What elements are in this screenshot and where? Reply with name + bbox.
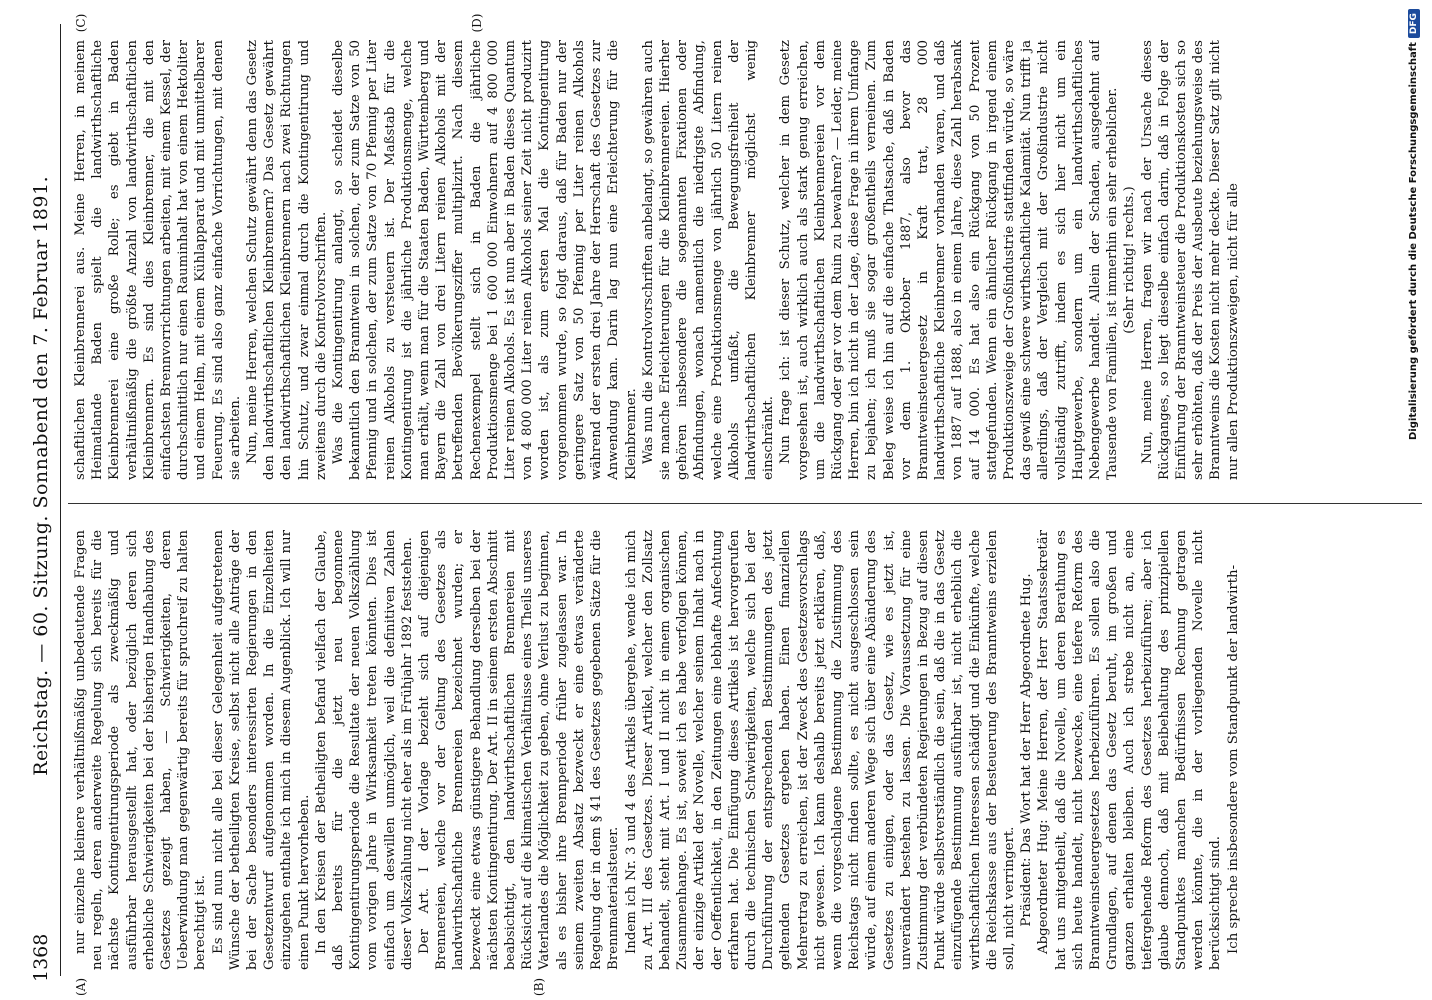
left-column-paragraph: Ich spreche insbesondere vom Standpunkt der landwirth- — [1225, 564, 1241, 954]
margin-marker-d: (D) — [470, 13, 484, 33]
header-rule — [60, 24, 61, 976]
digitization-note — [1408, 13, 1420, 440]
margin-marker-b: (B) — [532, 977, 546, 997]
left-column-paragraph: Der Art. I der Vorlage bezieht sich auf diejenigen Brennereien, welche vor der Geltung des Gesetzes als landwirthschaftliche Brennereien bezeichnet wurden; er bezweckt eine etwas günstigere Behandlung derselben bei der nächsten Kontingentirung. Der Art. II in seinem ersten Abschnitt beabsichtigt, den landwirthschaftlichen Brennereien mit Rücksicht auf die klimatischen Verhältnisse eines Theils unseres Vaterlandes die Möglichkeit zu geben, ohne Verlust zu beginnen, als es bisher ihre Brennperiode früher zugelassen war. In seinem zweiten Absatz bezweckt er eine etwas veränderte Regelung der in dem § 41 des Gesetzes gegebenen Sätze für die Brennmaterialsteuer. — [417, 530, 622, 970]
left-column-paragraph: In den Kreisen der Betheiligten befand vielfach der Glaube, daß bereits für die jetzt neu begonnene Kontingentirungsperiode die Resultate der neuen Volkszählung vom vorigen Jahre in Wirksamkeit treten könnten. Dies ist einfach um deswillen unmöglich, weil die definitiven Zahlen dieser Volkszählung nicht eher als im Frühjahr 1892 feststehen. — [313, 530, 415, 970]
left-column-paragraph: Indem ich Nr. 3 und 4 des Artikels übergehe, wende ich mich zu Art. III des Gesetzes. Dieser Artikel, welcher den Zollsatz behandelt, steht mit Art. I und II nicht in einem organischen Zusammenhange. Es ist, soweit ich es habe verfolgen können, der einzige Artikel der Novelle, welcher seinem Inhalt nach in der Oeffentlichkeit, in den Zeitungen eine lebhafte Anfechtung erfahren hat. Die Einfügung dieses Artikels ist hervorgerufen durch die technischen Schwierigkeiten, welche sich bei der Durchführung der entsprechenden Bestimmungen des jetzt geltenden Gesetzes ergeben haben. Einen finanziellen Mehrertrag zu erreichen, ist der Zweck des Gesetzesvorschlags nicht gewesen. Ich kann deshalb bereits jetzt erklären, daß, wenn die vorgeschlagene Bestimmung die Zustimmung des Reichstags nicht finden sollte, es nicht ausgeschlossen sein würde, auf einem anderen Wege sich über eine Abänderung des Gesetzes zu einigen, oder das Gesetz, wie es jetzt ist, unverändert bestehen zu lassen. Die Voraussetzung für eine Zustimmung der verbündeten Regierungen in Bezug auf diesen Punkt würde selbstverständlich die sein, daß die in das Gesetz einzufügende Bestimmung ausführbar ist, nicht erheblich die wirthschaftlichen Interessen schädigt und die Einkünfte, welche die Reichskasse aus der Besteuerung des Branntweins erzielen soll, nicht verringert. — [623, 530, 1017, 970]
dfg-logo: DFG — [1408, 9, 1420, 38]
digitization-text: Digitalisierung gefördert durch die Deutsche Forschungsgemeinschaft — [1408, 42, 1419, 440]
left-column-paragraph: nur einzelne kleinere verhältnißmäßig unbedeutende Fragen neu regeln, deren anderweite Regelung sich bereits für die nächste Kontingentirungsperiode als zweckmäßig und ausführbar herausgestellt hat, oder bezüglich deren sich erhebliche Schwierigkeiten bei der bisherigen Handhabung des Gesetzes gezeigt haben, — Schwierigkeiten, deren Ueberwindung man gegenwärtig bereits für spruchreif zu halten berechtigt ist. — [73, 530, 209, 970]
page-header — [26, 18, 56, 982]
right-column-paragraph: schaftlichen Kleinbrennerei aus. Meine Herren, in meinem Heimatlande Baden spielt die landwirthschaftliche Kleinbrennerei eine große Rolle; es giebt in Baden verhältnißmäßig die größte Anzahl von landwirthschaftlichen Kleinbrennern. Es sind dies Kleinbrenner, die mit den einfachsten Brennvorrichtungen arbeiten, mit einem Kessel, der durchschnittlich nur einen Rauminhalt hat von einem Hektoliter und einem Helm, mit einem Kühlapparat und mit unmittelbarer Feuerung. Es sind also ganz einfache Vorrichtungen, mit denen sie arbeiten. — [73, 40, 243, 480]
left-column-paragraph: Präsident: Das Wort hat der Herr Abgeordnete Hug. — [1019, 573, 1035, 927]
right-column-paragraph: (Sehr richtig! rechts.) — [1122, 186, 1138, 334]
right-column-paragraph: Nun, meine Herren, welchen Schutz gewährt denn das Gesetz den landwirthschaftlichen Kleinbrennern? Das Gesetz gewährt den landwirthschaftlichen Kleinbrennern nach zwei Richtungen hin Schutz, und zwar einmal durch die Kontingentirung und zweitens durch die Kontrolvorschriften. — [245, 40, 329, 480]
margin-marker-c: (C) — [74, 13, 88, 33]
right-column — [72, 40, 1422, 480]
right-column-paragraph: Was nun die Kontrolvorschriften anbelangt, so gewähren auch sie manche Erleichterungen für die Kleinbrennereien. Hierher gehören insbesondere die sogenannten Fixationen oder Abfindungen, wonach namentlich die niedrigste Abfindung, welche eine Produktionsmenge von jährlich 50 Litern reinen Alkohols umfaßt, die Bewegungsfreiheit der landwirthschaftlichen Kleinbrenner möglichst wenig einschränkt. — [640, 40, 777, 480]
left-column — [72, 530, 1422, 970]
right-column-paragraph: Was die Kontingentirung anlangt, so scheidet dieselbe bekanntlich den Branntwein in solchen, der zum Satze von 50 Pfennig und in solchen, der zum Satze von 70 Pfennig per Liter reinen Alkohols zu versteuern ist. Der Maßstab für die Kontingentirung ist die jährliche Produktionsmenge, welche man erhält, wenn man für die Staaten Baden, Württemberg und Bayern die Zahl von drei Litern reinen Alkohols mit der betreffenden Bevölkerungsziffer multiplizirt. Nach diesem Rechenexempel stellt sich in Baden die jährliche Produktionsmenge bei 1 600 000 Einwohnern auf 4 800 000 Liter reinen Alkohols. Es ist nun aber in Baden dieses Quantum von 4 800 000 Liter reinen Alkohols seiner Zeit nicht produzirt worden ist, als zum ersten Mal die Kontingentirung vorgenommen wurde, so folgt daraus, daß für Baden nur der geringere Satz von 50 Pfennig per Liter reinen Alkohols während der ersten drei Jahre der Herrschaft des Gesetzes zur Anwendung kam. Darin lag nun eine Erleichterung für die Kleinbrenner. — [331, 40, 639, 480]
column-divider — [68, 503, 1422, 504]
page-number: 1368 — [30, 933, 52, 982]
right-column-paragraph: Nun, meine Herren, fragen wir nach der Ursache dieses Rückganges, so liegt dieselbe einfach darin, daß in Folge der Einführung der Branntweinsteuer die Produktionskosten sich so sehr erhöhten, daß der Preis der Ausbeute beziehungsweise des Branntweins die Kosten nicht mehr deckte. Dieser Satz gilt nicht nur allen Produktionszweigen, nicht für alle — [1139, 40, 1241, 480]
left-column-paragraph: Es sind nun nicht alle bei dieser Gelegenheit aufgetretenen Wünsche der betheiligten Kreise, selbst nicht alle Anträge der bei der Sache besonders interessirten Regierungen in den Gesetzentwurf aufgenommen worden. In die Einzelheiten einzugehen enthalte ich mich in diesem Augenblick. Ich will nur einen Punkt hervorheben. — [210, 530, 312, 970]
running-title: Reichstag. — 60. Sitzung. Sonnabend den 7. Februar 1891. — [30, 175, 52, 776]
right-column-paragraph: Nun frage ich: ist dieser Schutz, welcher in dem Gesetz vorgesehen ist, auch wirklich auch als stark genug erreichen, um die landwirthschaftlichen Kleinbrennereien vor dem Rückgang oder gar vor dem Ruin zu bewahren? — Leider, meine Herren, bin ich nicht in der Lage, diese Frage in ihrem Umfange zu bejahen; ich muß sie sogar großentheils verneinen. Zum Beleg weise ich hin auf die einfache Thatsache, daß in Baden vor dem 1. Oktober 1887, also bevor das Branntweinsteuergesetz in Kraft trat, 28 000 landwirthschaftliche Kleinbrenner vorhanden waren, und daß von 1887 auf 1888, also in einem Jahre, diese Zahl herabsank auf 14 000. Es hat also ein Rückgang von 50 Prozent stattgefunden. Wenn ein ähnlicher Rückgang in irgend einem Produktionszweige der Großindustrie stattfinden würde, so wäre das gewiß eine schwere wirthschaftliche Kalamität. Nun trifft ja allerdings, daß der Vergleich mit der Großindustrie nicht vollständig zutrifft, indem es sich hier nicht um ein Hauptgewerbe, sondern um ein landwirthschaftliches Nebengewerbe handelt. Allein der Schaden, ausgedehnt auf Tausende von Familien, ist immerhin ein sehr erheblicher. — [778, 40, 1121, 480]
margin-marker-a: (A) — [74, 977, 88, 997]
left-column-paragraph: Abgeordneter Hug: Meine Herren, der Herr Staatssekretär hat uns mitgetheilt, daß die Novelle, um deren Berathung es sich heute handelt, nicht bezwecke, eine tiefere Reform des Branntweinsteuergesetzes herbeizuführen. Es sollen also die Grundlagen, auf denen das Gesetz beruht, im großen und ganzen erhalten bleiben. Auch ich strebe nicht an, eine tiefergehende Reform des Gesetzes herbeizuführen; aber ich glaube dennoch, daß mit Beibehaltung des prinzipiellen Standpunktes manchen Bedürfnissen Rechnung getragen werden könnte, die in der vorliegenden Novelle nicht berücksichtigt sind. — [1036, 530, 1224, 970]
